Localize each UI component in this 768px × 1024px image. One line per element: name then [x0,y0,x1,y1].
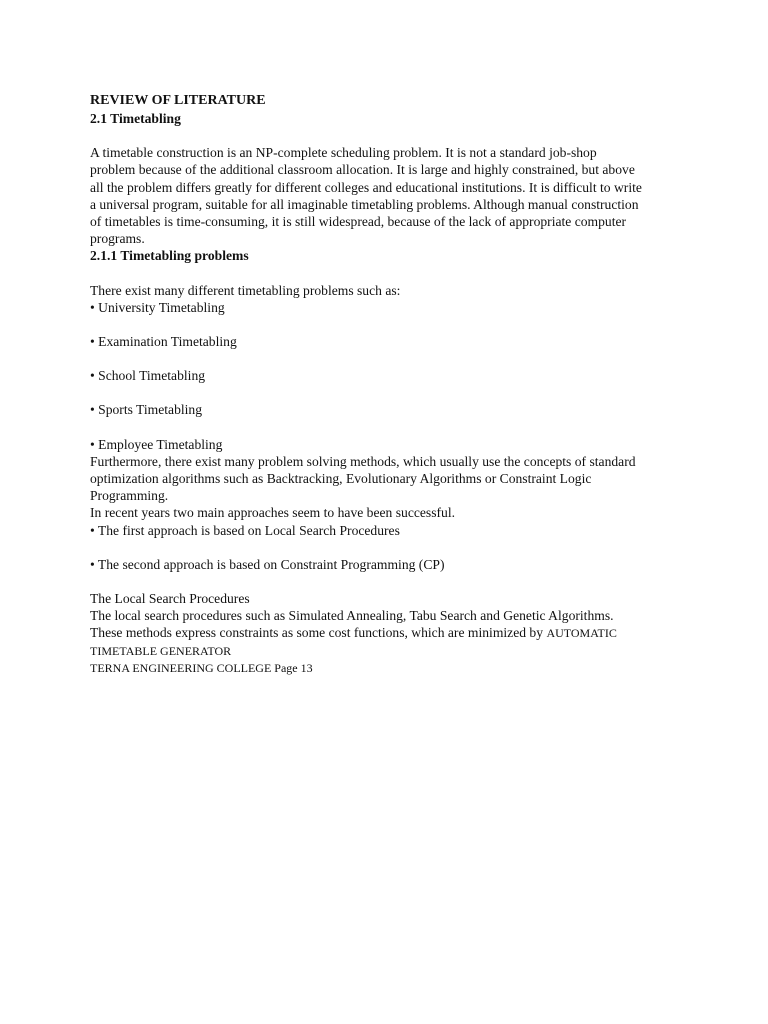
spacer [90,316,690,333]
spacer [90,127,690,144]
document-page [90,92,690,677]
section-title: 2.1 Timetabling [90,111,181,126]
approaches-intro: In recent years two main approaches seem to have been successful. [90,505,455,521]
spacer [90,265,690,282]
intro-line: of timetables is time-consuming, it is still widespread, because of the lack of appropriate computer [90,214,627,230]
problems-intro: There exist many different timetabling problems such as: [90,282,401,298]
footer-title-b: TIMETABLE GENERATOR [90,643,232,658]
approach-list-item: • The first approach is based on Local Search Procedures [90,522,400,538]
methods-line: optimization algorithms such as Backtracking, Evolutionary Algorithms or Constraint Logic [90,471,592,487]
intro-line: problem because of the additional classroom allocation. It is large and highly constrained, but above [90,162,635,178]
intro-line: programs. [90,231,145,247]
intro-line: A timetable construction is an NP-complete scheduling problem. It is not a standard job-shop [90,145,597,161]
problem-list-item: • Employee Timetabling [90,436,223,452]
local-search-line: The local search procedures such as Simulated Annealing, Tabu Search and Genetic Algorithms. [90,608,614,624]
spacer [90,384,690,401]
local-search-text: These methods express constraints as some cost functions, which are minimized by [90,625,544,641]
spacer [90,539,690,556]
footer-page: TERNA ENGINEERING COLLEGE Page 13 [90,660,313,675]
footer-title-a: AUTOMATIC [546,626,617,641]
problem-list-item: • Sports Timetabling [90,402,203,418]
intro-line: all the problem differs greatly for different colleges and educational institutions. It is difficult to write [90,179,642,195]
subsection-title: 2.1.1 Timetabling problems [90,248,249,264]
approach-list-item: • The second approach is based on Constraint Programming (CP) [90,556,445,572]
local-search-title: The Local Search Procedures [90,591,250,607]
problem-list-item: • School Timetabling [90,368,206,384]
spacer [90,419,690,436]
methods-line: Programming. [90,488,169,504]
local-search-line [90,624,690,642]
methods-line: Furthermore, there exist many problem solving methods, which usually use the concepts of standard [90,453,636,469]
spacer [90,350,690,367]
document-heading: REVIEW OF LITERATURE [90,93,266,108]
intro-line: a universal program, suitable for all imaginable timetabling problems. Although manual construction [90,196,639,212]
problem-list-item: • University Timetabling [90,299,225,315]
spacer [90,573,690,590]
problem-list-item: • Examination Timetabling [90,334,237,350]
